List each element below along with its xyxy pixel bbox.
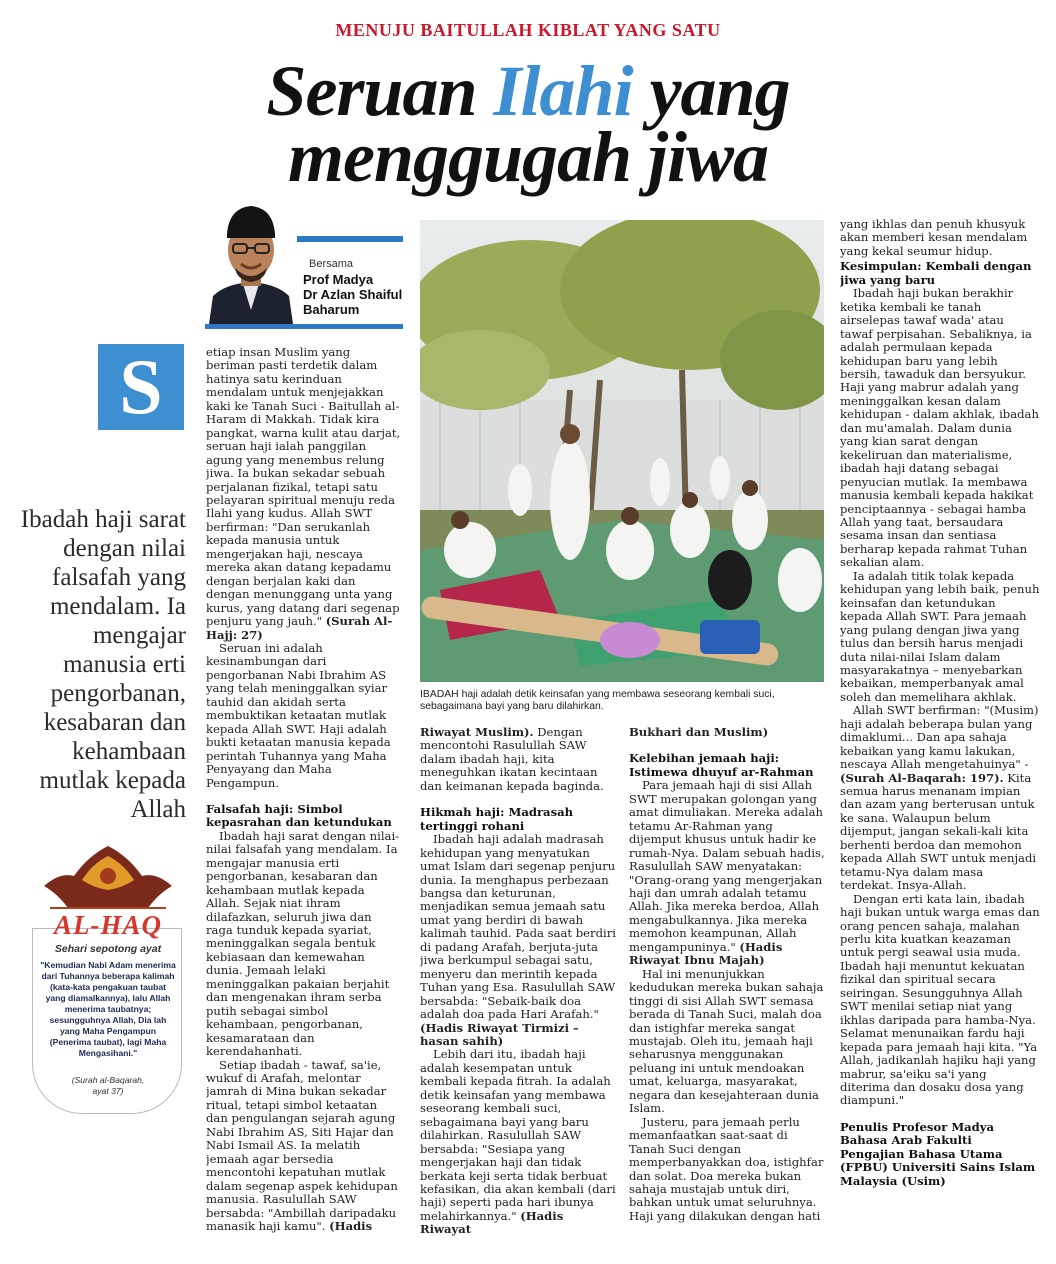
- byline-bar-bottom: [205, 324, 403, 329]
- article-paragraph: Hal ini menunjukkan kedudukan mereka bukan sahaja tinggi di sisi Allah SWT semasa berada di Tanah Suci, malah doa dan istighfar mereka sangat mustajab. Oleh itu, jemaah haji seharusnya menggunakan peluang ini untuk mendoakan umat, keluarga, masyarakat, negara dan kesejahteraan dunia Islam.: [629, 966, 824, 1116]
- author-name: [303, 272, 402, 317]
- article-paragraph: Ia adalah titik tolak kepada kehidupan yang lebih baik, penuh keinsafan dan ketundukan kepada Allah SWT. Para jemaah yang pulang dengan jiwa yang tulus dan bersih harus menjadi duta nilai-nilai Islam dalam masyarakatnya – menyebarkan kebaikan, memperbanyak amal soleh dan memelihara akhlak.: [840, 568, 1040, 704]
- article-column-4: [840, 218, 1040, 1242]
- drop-cap: S: [98, 344, 184, 430]
- headline-line2: menggugah jiwa: [287, 117, 769, 197]
- citation: (Hadis Riwayat Tirmizi – hasan sahih): [420, 1020, 579, 1048]
- paragraph-text: Lebih dari itu, ibadah haji adalah kesempatan untuk kembali kepada fitrah. Ia adalah detik keinsafan yang membawa seseorang kembali suci, sebagaimana bayi yang baru dilahirkan. Rasulullah SAW bersabda: "Sesiapa yang mengerjakan haji dan tidak berkata keji serta tidak berbuat kefasikan, dia akan kembali (dari haji) seperti pada hari ibunya melahirkannya.": [420, 1047, 616, 1223]
- article-paragraph: [420, 1048, 616, 1236]
- section-heading: Hikmah haji: Madrasah tertinggi rohani: [420, 805, 574, 833]
- author-name-line1: Prof Madya: [303, 272, 374, 287]
- citation: (Hadis: [329, 1219, 373, 1233]
- article-paragraph: Justeru, para jemaah perlu memanfaatkan saat-saat di Tanah Suci dengan memperbanyakkan doa, istighfar dan solat. Doa mereka bukan sahaja mustajab untuk diri, bahkan untuk umat seluruhnya. Haji yang dilakukan dengan hati: [629, 1114, 824, 1223]
- section-heading: Kesimpulan: Kembali dengan jiwa yang baru: [840, 259, 1032, 287]
- citation: Riwayat Muslim).: [420, 726, 534, 739]
- paragraph-text: Dengan mencontohi Rasulullah SAW dalam ibadah haji, kita meneguhkan ikatan kecintaan dan keimanan kepada baginda.: [420, 726, 604, 793]
- paragraph-text: etiap insan Muslim yang beriman pasti terdetik dalam hatinya satu kerinduan mendalam untuk menjejakkan kaki ke Tanah Suci - Baitullah al-Haram di Makkah. Tidak kira pangkat, warna kulit atau darjat, seruan haji ialah panggilan agung yang menembus relung jiwa. Ia bukan sekadar sebuah perjalanan fizikal, tetapi satu pelayaran spiritual menuju reda Ilahi yang kudus. Allah SWT berfirman: "Dan serukanlah kepada manusia untuk mengerjakan haji, nescaya mereka akan datang kepadamu dengan berjalan kaki dan dengan menunggang unta yang kurus, yang datang dari segenap penjuru yang jauh.": [206, 346, 401, 629]
- alhaq-box: [30, 842, 186, 1117]
- alhaq-subtitle: Sehari sepotong ayat: [54, 943, 162, 955]
- paragraph-text: Para jemaah haji di sisi Allah SWT merupakan golongan yang amat dimuliakan. Mereka adalah tetamu Ar-Rahman yang dijemput khusus untuk hadir ke rumah-Nya. Dalam sebuah hadis, Rasulullah SAW menyatakan: "Orang-orang yang mengerjakan haji dan umrah adalah tetamu Allah. Jika mereka berdoa, Allah mengabulkannya. Jika mereka memohon keampunan, Allah mengampuninya.": [629, 778, 825, 954]
- author-name-line2: Dr Azlan Shaiful: [303, 287, 403, 302]
- article-column-3: [629, 726, 825, 1242]
- section-heading: Kelebihan jemaah haji: Istimewa dhuyuf ar-Rahman: [629, 751, 814, 779]
- citation: (Surah Al-Hajj: 27): [206, 614, 393, 642]
- article-paragraph: yang ikhlas dan penuh khusyuk akan memberi kesan mendalam yang kekal seumur hidup.: [840, 218, 1028, 258]
- citation: (Surah Al-Baqarah: 197).: [840, 770, 1004, 785]
- photo-caption: IBADAH haji adalah detik keinsafan yang membawa seseorang kembali suci, sebagaimana bayi yang baru dilahirkan.: [420, 689, 775, 712]
- citation: (Hadis Riwayat: [420, 1208, 564, 1237]
- alhaq-title: AL-HAQ: [53, 910, 162, 940]
- citation: Bukhari dan Muslim): [629, 726, 769, 739]
- paragraph-text: Allah SWT berfirman: "(Musim) haji adalah beberapa bulan yang dimaklumi... Dan apa sahaja kebaikan yang kamu lakukan, nescaya Allah mengetahuinya" -: [840, 703, 1039, 772]
- alhaq-source: [40, 1075, 176, 1097]
- paragraph-text: Kita semua harus menanam impian dan azam yang berterusan untuk ke sana. Walaupun belum dijemput, jangan sekali-kali kita berhenti berdoa dan memohon kepada Allah SWT untuk menjadi tetamu-Nya dalam masa terdekat. Insya-Allah.: [840, 770, 1037, 893]
- headline-pre: Seruan: [266, 51, 494, 131]
- kicker: MENUJU BAITULLAH KIBLAT YANG SATU: [335, 20, 721, 40]
- paragraph-text: Ibadah haji adalah madrasah kehidupan yang menyatukan umat Islam dari segenap penjuru dunia. Ia menghapus perbezaan bangsa dan keturunan, menjadikan semua jemaah satu umat yang berdiri di bawah kalimah tauhid. Pada saat berdiri di padang Arafah, berjuta-juta jiwa berkumpul sebagai satu, menyeru dan merintih kepada Tuhan yang Esa. Rasulullah SAW bersabda: "Sebaik-baik doa adalah doa pada Hari Arafah.": [420, 832, 616, 1022]
- article-paragraph: Dengan erti kata lain, ibadah haji bukan untuk warga emas dan orang pencen sahaja, malahan perlu kita kuatkan keazaman untuk pergi seawal usia muda. Ibadah haji menuntut kekuatan fizikal dan spiritual secara seiringan. Sesungguhnya Allah SWT menilai setiap niat yang ikhlas daripada para hamba-Nya. Selamat menunaikan fardu haji kepada para jemaah haji kita. "Ya Allah, jadikanlah hajiku haji yang mabrur, sa'eiku sa'i yang diterima dan dosaku dosa yang diampuni.": [840, 891, 1040, 1108]
- article-column-1: [206, 346, 402, 1242]
- author-bio: Penulis Profesor Madya Bahasa Arab Fakulti Pengajian Bahasa Utama (FPBU) Universiti Sains Islam Malaysia (Usim): [840, 1119, 1036, 1188]
- article-paragraph: [840, 704, 1040, 892]
- author-name-line3: Baharum: [303, 302, 360, 317]
- article-paragraph: Ibadah haji sarat dengan nilai-nilai falsafah yang mendalam. Ia mengajar manusia erti pengorbanan, kesabaran dan kehambaan mutlak kepada Allah. Sejak niat ihram dilafazkan, seluruh jiwa dan raga tunduk kepada syariat, meninggalkan segala bentuk kebiasaan dan kemewahan dunia. Jemaah lelaki meninggalkan pakaian berjahit dan mengenakan ihram serba putih sebagai simbol kehambaan, pengorbanan, kesamarataan dan kerendahanhati.: [206, 828, 400, 1059]
- article-paragraph: [629, 726, 825, 739]
- alhaq-source-line2: ayat 37): [92, 1086, 124, 1096]
- article-paragraph: [206, 346, 402, 642]
- citation: (Hadis Riwayat Ibnu Majah): [629, 939, 783, 968]
- paragraph-text: Setiap ibadah - tawaf, sa'ie, wukuf di Arafah, melontar jamrah di Mina bukan sekadar ritual, tetapi simbol ketaatan dan pengulangan sejarah agung Nabi Ibrahim AS, Siti Hajar dan Nabi Ismail AS. Ia melatih jemaah agar bersedia mencontohi kepatuhan mutlak dalam segenap aspek kehidupan manusia. Rasulullah SAW bersabda: "Ambillah daripadaku manasik haji kamu".: [206, 1057, 398, 1233]
- byline-label: Bersama: [309, 258, 354, 270]
- article-paragraph: [420, 833, 616, 1048]
- byline: [205, 200, 405, 332]
- article-paragraph: [629, 779, 825, 967]
- article-photo: [420, 220, 824, 682]
- article-paragraph: Seruan ini adalah kesinambungan dari pengorbanan Nabi Ibrahim AS yang telah meninggalkan syiar tauhid dan akidah serta membuktikan ketaatan mutlak kepada Allah SWT. Haji adalah bukti ketaatan manusia kepada perintah Tuhannya yang Maha Penyayang dan Maha Pengampun.: [206, 640, 391, 790]
- pull-quote: Ibadah haji sarat dengan nilai falsafah yang mendalam. Ia mengajar manusia erti pengorbanan, kesabaran dan kehambaan mutlak kepada Allah: [20, 506, 186, 823]
- article-column-2: [420, 726, 616, 1242]
- headline-post: yang: [632, 51, 790, 131]
- article-paragraph: [420, 726, 616, 793]
- section-heading: Falsafah haji: Simbol kepasrahan dan ketundukan: [206, 801, 392, 830]
- headline-highlight: Ilahi: [493, 51, 633, 131]
- alhaq-verse: "Kemudian Nabi Adam menerima dari Tuhannya beberapa kalimah (kata-kata pengakuan taubat yang diamalkannya), lalu Allah menerima taubatnya; sesungguhnya Allah, Dia lah yang Maha Pengampun (Penerima taubat), lagi Maha Mengasihani.": [40, 960, 176, 1058]
- alhaq-source-line1: (Surah al-Baqarah,: [71, 1075, 145, 1085]
- article-paragraph: [206, 1059, 402, 1234]
- author-avatar: [205, 200, 297, 324]
- headline: [0, 51, 1056, 197]
- article-paragraph: Ibadah haji bukan berakhir ketika kembali ke tanah airselepas tawaf wada' atau tawaf perpisahan. Sebaliknya, ia adalah permulaan kepada kehidupan baru yang lebih bersih, tawaduk dan bersyukur. Haji yang mabrur adalah yang meninggalkan kesan dalam kehidupan - dalam akhlak, ibadah dan mu'amalah. Dalam dunia yang kian sarat dengan kekeliruan dan materialisme, ibadah haji datang sebagai penyucian mutlak. Ia membawa manusia kembali kepada hakikat penciptaannya - sebagai hamba Allah yang taat, bersaudara sesama insan dan sentiasa berharap kepada rahmat Tuhan sekalian alam.: [840, 286, 1039, 570]
